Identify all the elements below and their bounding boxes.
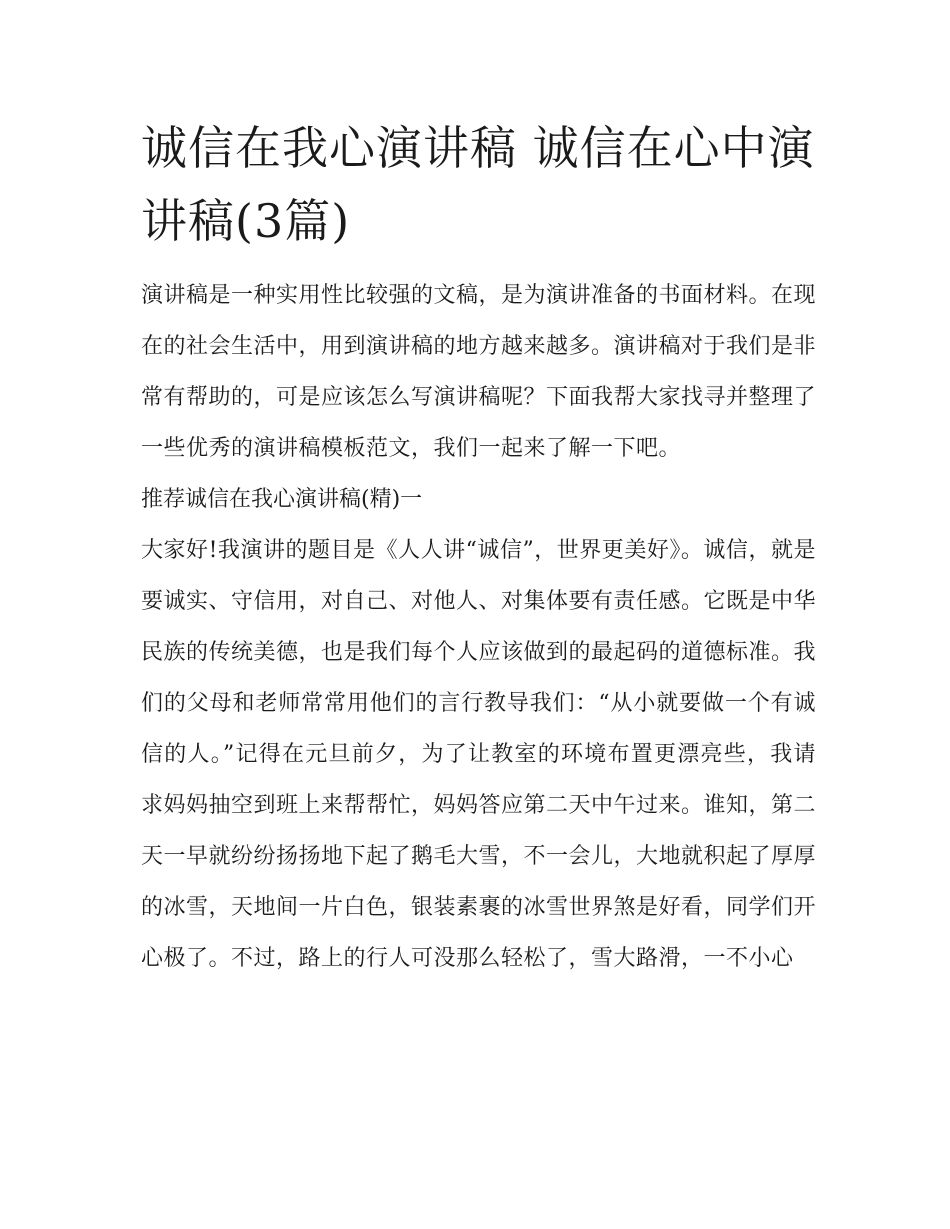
- section-heading: 推荐诚信在我心演讲稿(精)一: [141, 487, 423, 512]
- document-title: 诚信在我心演讲稿 诚信在心中演讲稿(3篇): [141, 121, 815, 248]
- document-page: [141, 112, 816, 984]
- body-paragraph: 大家好!我演讲的题目是《人人讲“诚信”，世界更美好》。诚信，就是要诚实、守信用，对自己、对他人、对集体要有责任感。它既是中华民族的传统美德，也是我们每个人应该做到的最起码的道德标准。我们的父母和老师常常用他们的言行教导我们：“从小就要做一个有诚信的人。”记得在元旦前夕，为了让教室的环境布置更漂亮些，我请求妈妈抽空到班上来帮帮忙，妈妈答应第二天中午过来。谁知，第二天一早就纷纷扬扬地下起了鹅毛大雪，不一会儿，大地就积起了厚厚的冰雪，天地间一片白色，银装素裹的冰雪世界煞是好看，同学们开心极了。不过，路上的行人可没那么轻松了，雪大路滑，一不小心: [141, 538, 817, 971]
- intro-paragraph: 演讲稿是一种实用性比较强的文稿，是为演讲准备的书面材料。在现在的社会生活中，用到演讲稿的地方越来越多。演讲稿对于我们是非常有帮助的，可是应该怎么写演讲稿呢？下面我帮大家找寻并整理了一些优秀的演讲稿模板范文，我们一起来了解一下吧。: [141, 283, 817, 461]
